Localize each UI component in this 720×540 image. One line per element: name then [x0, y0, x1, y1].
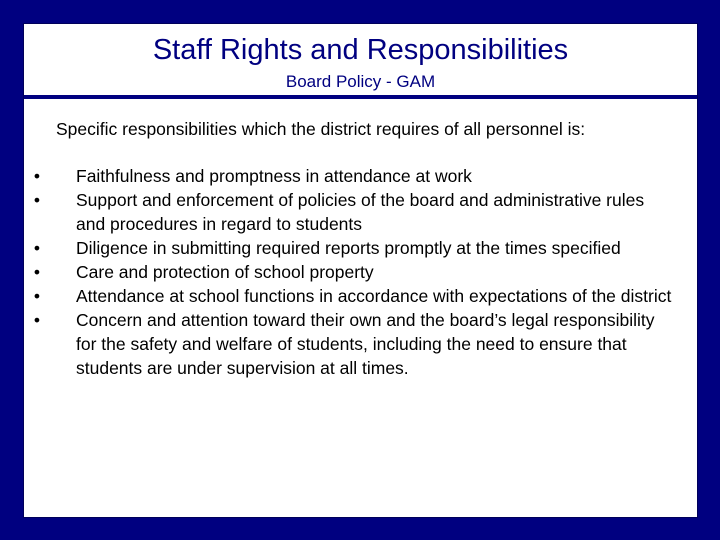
list-item [28, 284, 678, 308]
slide-subtitle: Board Policy - GAM [285, 72, 436, 91]
list-item-text: Diligence in submitting required reports promptly at the times specified [76, 238, 621, 258]
bullet-icon: • [33, 190, 41, 210]
intro-text: Specific responsibilities which the district requires of all personnel is: [56, 119, 586, 139]
bullet-icon: • [33, 262, 41, 282]
list-item [28, 260, 678, 284]
bullet-icon: • [33, 166, 41, 186]
list-item-text: Support and enforcement of policies of the board and administrative rules and procedures in regard to students [76, 190, 645, 234]
title-area [24, 24, 697, 95]
responsibility-list [28, 164, 678, 380]
slide [24, 24, 697, 517]
list-item [28, 188, 678, 236]
bullet-icon: • [33, 286, 41, 306]
list-item-text: Care and protection of school property [76, 262, 374, 282]
bullet-icon: • [33, 310, 41, 330]
list-item [28, 164, 678, 188]
list-item-text: Attendance at school functions in accordance with expectations of the district [76, 286, 672, 306]
list-item [28, 308, 678, 380]
bullet-icon: • [33, 238, 41, 258]
list-item-text: Faithfulness and promptness in attendance at work [76, 166, 472, 186]
list-item [28, 236, 678, 260]
slide-title: Staff Rights and Responsibilities [152, 34, 569, 66]
title-divider [24, 95, 697, 99]
list-item-text: Concern and attention toward their own and the board’s legal responsibility for the safety and welfare of students, including the need to ensure that students are under supervision at all times. [76, 310, 655, 378]
